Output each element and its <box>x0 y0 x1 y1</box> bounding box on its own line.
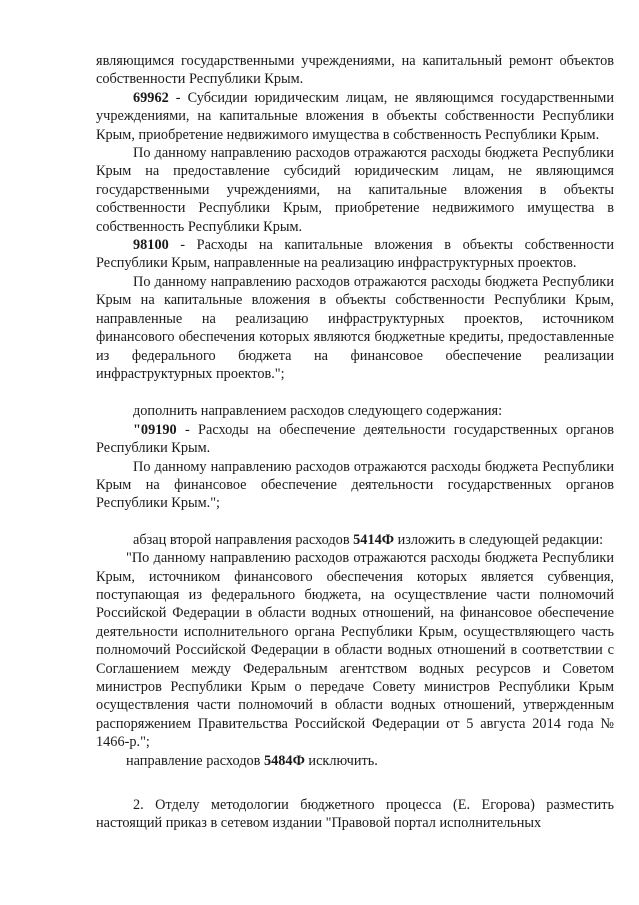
paragraph-5414f-pre: абзац второй направления расходов <box>133 531 354 548</box>
paragraph-69962-text: - Субсидии юридическим лицам, не являющимся государственными учреждениями, на капитальные вложения в объекты собственности Республики Крым, приобретение недвижимого имущества в собственность Республики Крым. <box>96 89 614 143</box>
paragraph-98100-text: - Расходы на капитальные вложения в объекты собственности Республики Крым, направленные на реализацию инфраструктурных проектов. <box>96 237 614 272</box>
paragraph-5414f-post: изложить в следующей редакции: <box>394 531 604 548</box>
expense-code-69962: 69962 <box>133 89 169 106</box>
paragraph-5484f-pre: направление расходов <box>126 752 264 769</box>
spacer <box>96 770 614 796</box>
spacer <box>96 383 614 402</box>
expense-code-98100: 98100 <box>133 237 169 254</box>
paragraph-98100-description: По данному направлению расходов отражаются расходы бюджета Республики Крым на капитальные вложения в объекты собственности Республики Крым, направленные на реализацию инфраструктурных проектов, источником финансового обеспечения которых являются бюджетные кредиты, предоставленные из федерального бюджета на финансовое обеспечение реализации инфраструктурных проектов."; <box>96 273 614 382</box>
paragraph-5414f <box>96 531 614 549</box>
paragraph-98100 <box>96 236 614 273</box>
paragraph-add-direction: дополнить направлением расходов следующего содержания: <box>133 403 503 420</box>
paragraph-5414f-new-text: "По данному направлению расходов отражаются расходы бюджета Республики Крым, источником финансового обеспечения которых является субвенция, поступающая из федерального бюджета, на осуществление части полномочий Российской Федерации в области водных отношений, на финансовое обеспечение деятельности исполнительного органа Республики Крым, осуществляющего часть полномочий Российской Федерации в области водных отношений в соответствии с Соглашением между Федеральным агентством водных ресурсов и Советом министров Республики Крым о передаче Совету министров Республики Крым осуществления части полномочий в области водных отношений, утвержденным распоряжением Правительства Российской Федерации от 5 августа 2014 года № 1466-р."; <box>96 550 614 751</box>
paragraph-1: являющимся государственными учреждениями, на капитальный ремонт объектов собственности Республики Крым. <box>96 53 614 88</box>
paragraph-5484f-post: исключить. <box>304 752 378 769</box>
paragraph-item-2: 2. Отделу методологии бюджетного процесса (Е. Егорова) разместить настоящий приказ в сетевом издании "Правовой портал исполнительных <box>96 797 614 832</box>
paragraph-09190-description: По данному направлению расходов отражаются расходы бюджета Республики Крым на финансовое обеспечение деятельности государственных органов Республики Крым."; <box>96 458 614 512</box>
expense-code-5484f: 5484Ф <box>263 752 305 769</box>
paragraph-09190 <box>96 421 614 458</box>
expense-code-09190: "09190 <box>133 421 177 438</box>
document-page <box>96 52 614 833</box>
expense-code-5414f: 5414Ф <box>353 531 395 548</box>
paragraph-5484f <box>96 752 614 770</box>
spacer <box>96 513 614 531</box>
paragraph-69962-description: По данному направлению расходов отражаются расходы бюджета Республики Крым на предоставление субсидий юридическим лицам, не являющимся государственными учреждениями, на капитальные вложения в объекты собственности Республики Крым, приобретение недвижимого имущества в собственность Республики Крым. <box>96 145 614 235</box>
paragraph-09190-text: - Расходы на обеспечение деятельности государственных органов Республики Крым. <box>96 421 614 457</box>
paragraph-69962 <box>96 89 614 144</box>
